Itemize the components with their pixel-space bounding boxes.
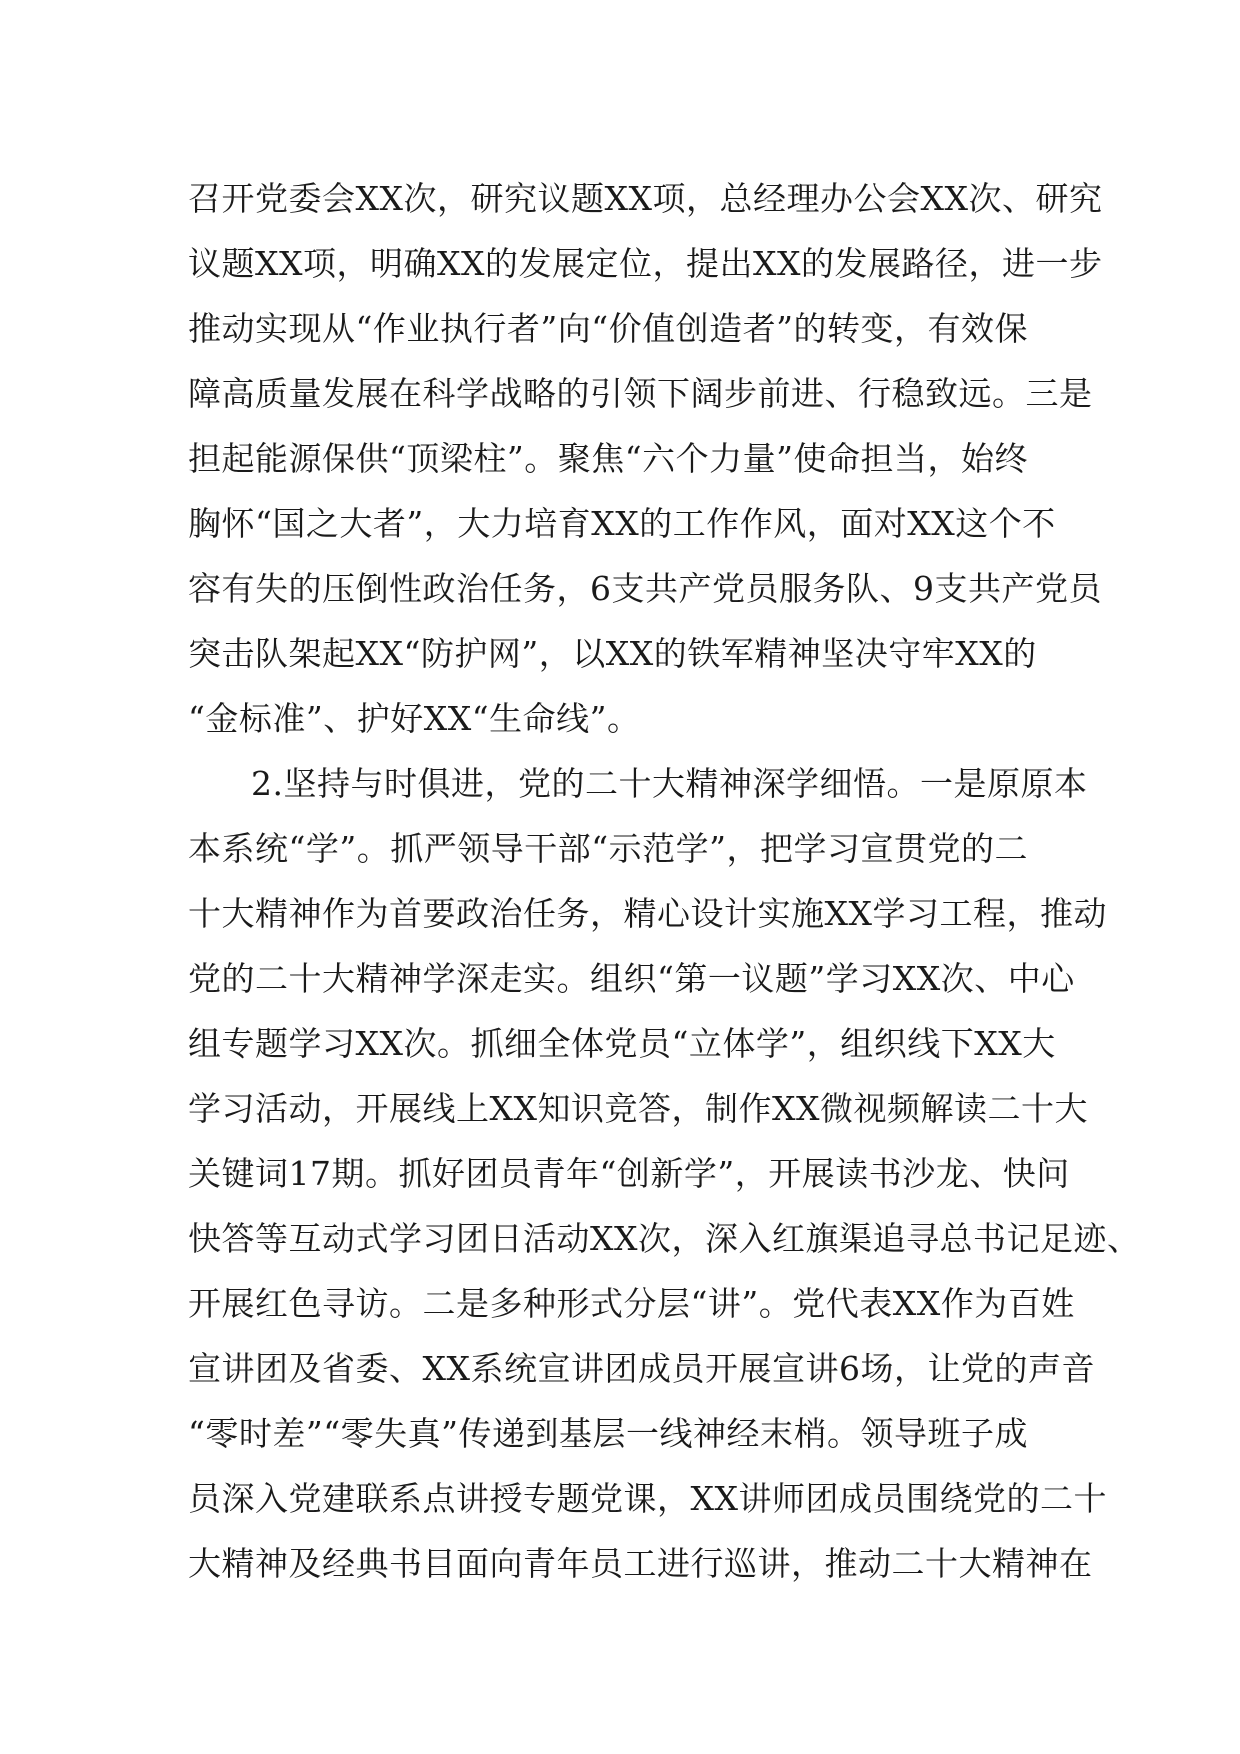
text-line: 障高质量发展在科学战略的引领下阔步前进、行稳致远。三是 <box>188 374 1093 413</box>
text-line: 组专题学习XX次。抓细全体党员“立体学”，组织线下XX大 <box>188 1024 1056 1063</box>
text-line: 担起能源保供“顶梁柱”。聚焦“六个力量”使命担当，始终 <box>188 439 1028 478</box>
text-line: “金标准”、护好XX“生命线”。 <box>188 699 641 738</box>
paragraph-heading-line: 2.坚持与时俱进，党的二十大精神深学细悟。一是原原本 <box>251 764 1088 803</box>
text-line: 学习活动，开展线上XX知识竞答，制作XX微视频解读二十大 <box>188 1089 1088 1128</box>
text-line: 宣讲团及省委、XX系统宣讲团成员开展宣讲6场，让党的声音 <box>188 1349 1095 1388</box>
text-line: 开展红色寻访。二是多种形式分层“讲”。党代表XX作为百姓 <box>188 1284 1075 1323</box>
text-line: 党的二十大精神学深走实。组织“第一议题”学习XX次、中心 <box>188 959 1075 998</box>
text-line: 召开党委会XX次，研究议题XX项，总经理办公会XX次、研究 <box>188 179 1103 218</box>
text-line: “零时差”“零失真”传递到基层一线神经末梢。领导班子成 <box>188 1414 1028 1453</box>
text-line: 十大精神作为首要政治任务，精心设计实施XX学习工程，推动 <box>188 894 1107 933</box>
text-line: 快答等互动式学习团日活动XX次，深入红旗渠追寻总书记足迹、 <box>188 1219 1141 1258</box>
text-line: 推动实现从“作业执行者”向“价值创造者”的转变，有效保 <box>188 309 1028 348</box>
text-line: 关键词17期。抓好团员青年“创新学”，开展读书沙龙、快问 <box>188 1154 1070 1193</box>
text-line: 员深入党建联系点讲授专题党课，XX讲师团成员围绕党的二十 <box>188 1479 1107 1518</box>
text-line: 容有失的压倒性政治任务，6支共产党员服务队、9支共产党员 <box>188 569 1102 608</box>
text-line: 本系统“学”。抓严领导干部“示范学”，把学习宣贯党的二 <box>188 829 1028 868</box>
text-line: 突击队架起XX“防护网”，以XX的铁军精神坚决守牢XX的 <box>188 634 1037 673</box>
text-line: 胸怀“国之大者”，大力培育XX的工作作风，面对XX这个不 <box>188 504 1056 543</box>
text-line: 大精神及经典书目面向青年员工进行巡讲，推动二十大精神在 <box>188 1544 1093 1583</box>
text-line: 议题XX项，明确XX的发展定位，提出XX的发展路径，进一步 <box>188 244 1103 283</box>
document-body <box>188 166 1141 1596</box>
